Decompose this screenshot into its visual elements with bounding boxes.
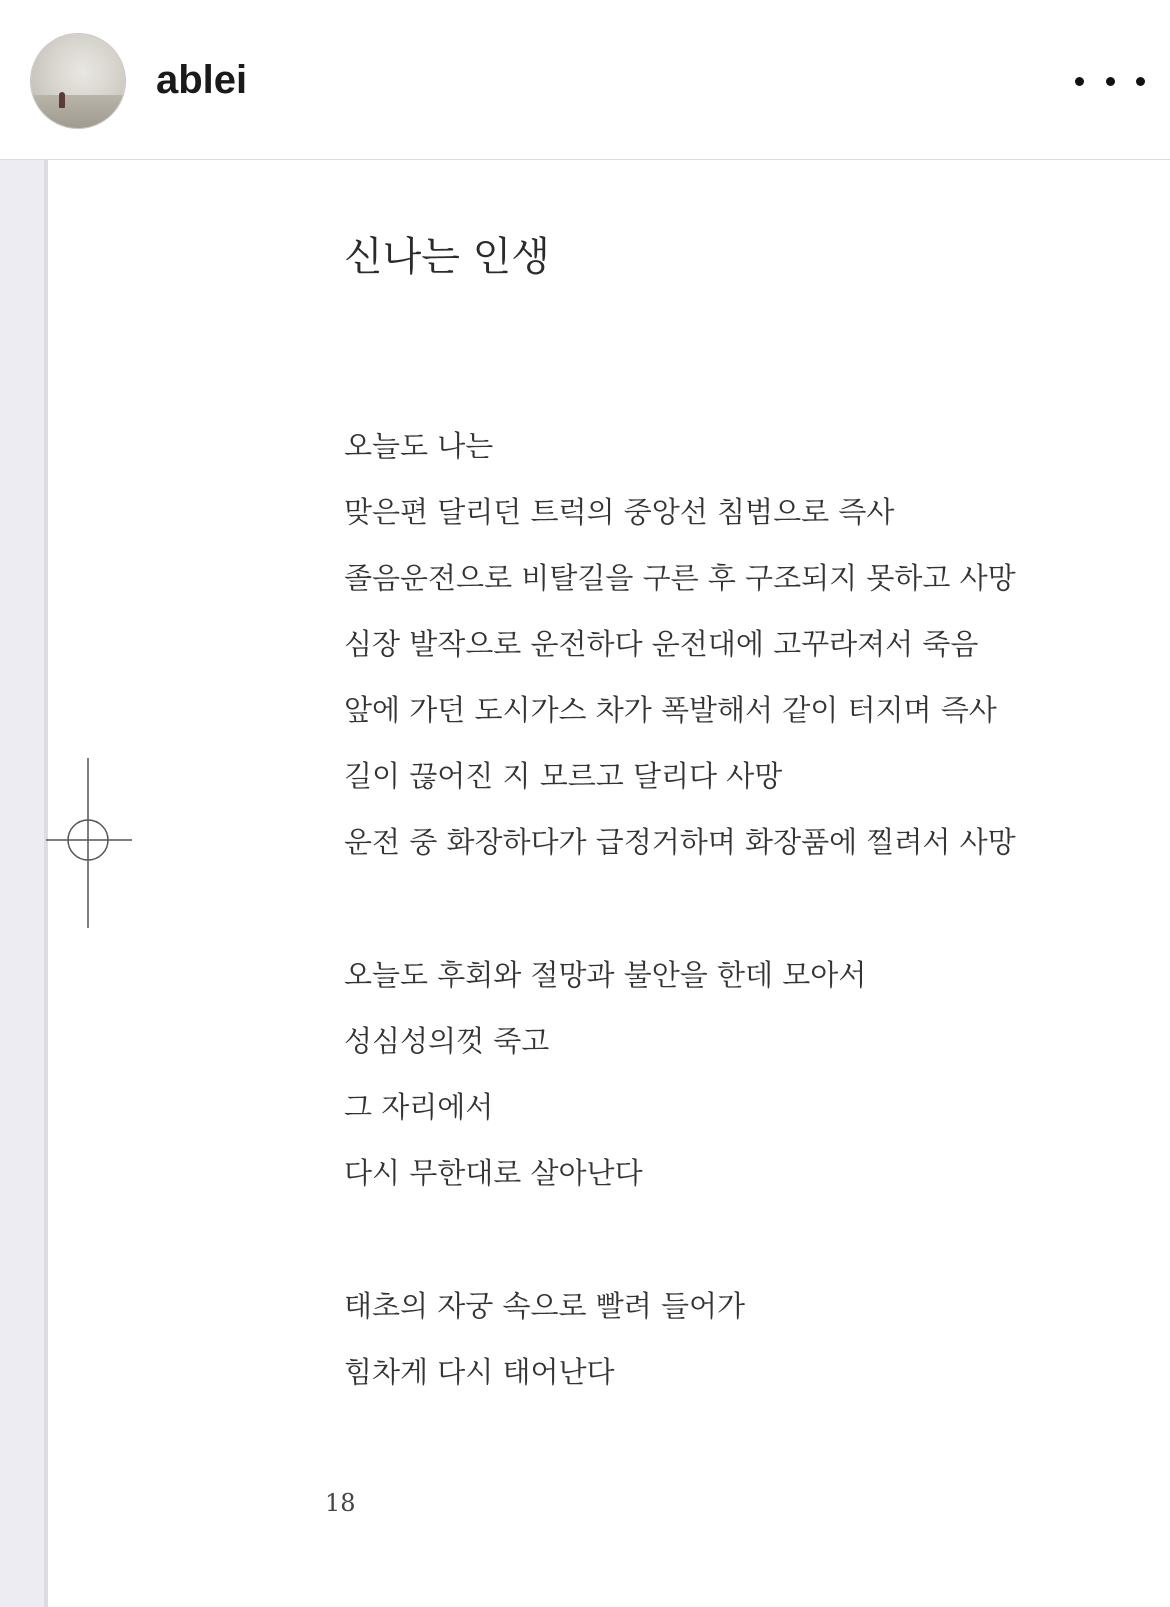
poem-line: 힘차게 다시 태어난다: [344, 1355, 615, 1389]
poem-line: 졸음운전으로 비탈길을 구른 후 구조되지 못하고 사망: [344, 561, 1016, 595]
post-image[interactable]: [0, 160, 1170, 1607]
poem-line: 오늘도 나는: [344, 429, 494, 463]
more-dot-icon: [1136, 77, 1145, 86]
poem-line: 태초의 자궁 속으로 빨려 들어가: [344, 1289, 746, 1323]
page-number: 18: [325, 1489, 356, 1517]
avatar[interactable]: [31, 34, 125, 128]
poem-line: 다시 무한대로 살아난다: [344, 1156, 643, 1190]
poem-line: 그 자리에서: [344, 1090, 494, 1124]
registration-mark-icon: [46, 758, 132, 928]
more-dot-icon: [1075, 77, 1084, 86]
poem-line: 성심성의껏 죽고: [344, 1024, 550, 1058]
poem-line: 운전 중 화장하다가 급정거하며 화장품에 찔려서 사망: [344, 825, 1016, 859]
post-header: [0, 0, 1170, 160]
more-dot-icon: [1106, 77, 1115, 86]
username[interactable]: ablei: [156, 58, 248, 102]
poem-line: 맞은편 달리던 트럭의 중앙선 침범으로 즉사: [344, 495, 895, 529]
page-spine: [0, 160, 46, 1607]
poem-line: 심장 발작으로 운전하다 운전대에 고꾸라져서 죽음: [344, 627, 979, 661]
avatar-floor: [31, 95, 125, 128]
poem-line: 오늘도 후회와 절망과 불안을 한데 모아서: [344, 958, 867, 992]
poem-line: 앞에 가던 도시가스 차가 폭발해서 같이 터지며 즉사: [344, 693, 997, 727]
poem-line: 길이 끊어진 지 모르고 달리다 사망: [344, 759, 783, 793]
poem-title: 신나는 인생: [344, 234, 550, 280]
avatar-figure: [59, 92, 65, 108]
more-options-button[interactable]: [1075, 62, 1145, 100]
